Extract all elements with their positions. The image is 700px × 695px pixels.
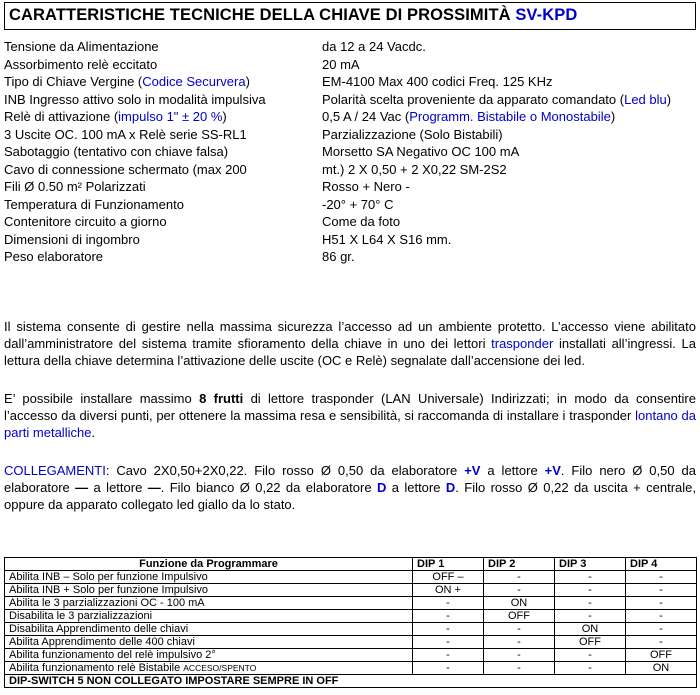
dip-value-cell: -	[413, 648, 484, 661]
dip-table-body	[5, 570, 697, 687]
spec-value	[322, 213, 696, 231]
spec-row	[4, 213, 696, 231]
text-segment: Cavo di connessione schermato (max 200	[4, 161, 247, 177]
dip-function-cell	[5, 648, 413, 661]
spec-label	[4, 73, 322, 91]
text-segment: Abilita INB + Solo per funzione Impulsivo	[9, 583, 209, 596]
spec-row	[4, 178, 696, 196]
dip-value-cell: ON	[484, 596, 555, 609]
text-segment: Tipo di Chiave Vergine (	[4, 74, 143, 89]
text-segment: Tensione da Alimentazione	[4, 39, 159, 54]
dip-function-cell	[5, 570, 413, 583]
text-segment: ACCESO/SPENTO	[183, 662, 257, 673]
spec-label	[4, 161, 322, 179]
text-segment: da 12 a 24 Vacdc.	[322, 39, 426, 54]
spec-row	[4, 231, 696, 249]
text-segment: Il sistema consente di gestire nella massima sicurezza l’accesso ad un ambiente protetto. L’accesso viene abilitato dall’amministratore del sistema tramite sfioramento della chiave in uno dei lettori	[4, 318, 696, 351]
dip-value-cell: -	[484, 622, 555, 635]
dip-table-header-row	[5, 557, 697, 570]
dip-value-cell: -	[555, 583, 626, 596]
dip-switch-note: DIP-SWITCH 5 NON COLLEGATO IMPOSTARE SEMPRE IN OFF	[5, 674, 697, 687]
dip-value-cell: -	[626, 570, 697, 583]
dip-table-row	[5, 661, 697, 674]
text-segment: . Filo rosso Ø 0,22 da uscita + centrale, oppure da apparato collegato led giallo da lo stato.	[4, 479, 696, 512]
dip-value-cell: -	[484, 648, 555, 661]
dip-value-cell: ON	[626, 661, 697, 674]
text-segment: Morsetto SA Negativo OC 100 mA	[322, 144, 520, 159]
dip-table-row	[5, 609, 697, 622]
dip-switch-table	[4, 557, 697, 688]
spec-label	[4, 56, 322, 74]
dip-value-cell: -	[626, 635, 697, 648]
text-segment: SV-KPD	[515, 6, 578, 24]
dip-function-cell	[5, 609, 413, 622]
spec-label	[4, 91, 322, 109]
dip-value-cell: -	[626, 583, 697, 596]
spec-value	[322, 196, 696, 214]
paragraph-2	[4, 390, 696, 441]
dip-value-cell: -	[484, 661, 555, 674]
header-dip-2: DIP 2	[484, 557, 555, 570]
text-segment: 3 Uscite OC. 100 mA x Relè serie SS-RL1	[4, 126, 247, 142]
text-segment: Dimensioni di ingombro	[4, 231, 140, 247]
text-segment: Rosso + Nero -	[322, 179, 410, 194]
text-segment: lontano da parti metalliche	[4, 407, 696, 440]
text-segment: )	[666, 91, 672, 107]
header-dip-4: DIP 4	[626, 557, 697, 570]
text-segment: Sabotaggio (tentativo con chiave falsa)	[4, 144, 229, 159]
dip-table-row	[5, 635, 697, 648]
spec-value	[322, 231, 696, 249]
text-segment: COLLEGAMENTI	[4, 462, 106, 478]
text-segment: 0,5 A / 24 Vac (	[322, 109, 410, 124]
dip-value-cell: ON +	[413, 583, 484, 596]
spec-value	[322, 56, 696, 74]
dip-value-cell: -	[555, 609, 626, 622]
spec-label	[4, 38, 322, 56]
spec-label	[4, 196, 322, 214]
text-segment: di lettore trasponder (LAN Universale) Indirizzati; in modo da consentire l’accesso da diversi punti, per ottenere la massima resa e sensibilità, si raccomanda di installare i trasponder	[4, 390, 696, 423]
text-segment: +V	[544, 462, 561, 478]
text-segment: INB Ingresso attivo solo in modalità impulsiva	[4, 91, 266, 107]
text-segment: Disabilita Apprendimento delle chiavi	[9, 622, 189, 635]
dip-value-cell: -	[413, 622, 484, 635]
text-segment: Parzializzazione (Solo Bistabili)	[322, 126, 503, 142]
text-segment: a lettore	[88, 479, 148, 495]
text-segment: Come da foto	[322, 214, 401, 229]
header-dip-3: DIP 3	[555, 557, 626, 570]
dip-value-cell: -	[413, 596, 484, 609]
dip-value-cell: -	[626, 596, 697, 609]
text-segment: 86 gr.	[322, 249, 355, 264]
text-segment: EM-4100 Max 400 codici Freq. 125 KHz	[322, 74, 553, 89]
text-segment: trasponder	[491, 335, 554, 351]
dip-function-cell	[5, 622, 413, 635]
spec-label	[4, 126, 322, 144]
text-segment: Temperatura di Funzionamento	[4, 196, 184, 212]
dip-value-cell: -	[484, 635, 555, 648]
dip-table-row	[5, 570, 697, 583]
spec-value	[322, 143, 696, 161]
text-segment: Abilita Apprendimento delle 400 chiavi	[9, 635, 195, 648]
spec-value	[322, 38, 696, 56]
spec-row	[4, 108, 696, 126]
text-segment: —	[147, 479, 161, 495]
dip-value-cell: -	[413, 635, 484, 648]
dip-function-cell	[5, 583, 413, 596]
dip-value-cell: OFF	[484, 609, 555, 622]
text-segment: Codice Securvera	[142, 74, 246, 89]
body-paragraphs	[4, 318, 696, 513]
spec-value	[322, 126, 696, 144]
spec-row	[4, 73, 696, 91]
dip-value-cell: -	[413, 609, 484, 622]
text-segment: H51 X L64 X S16 mm.	[322, 231, 452, 247]
dip-table-head	[5, 557, 697, 570]
text-segment: )	[610, 109, 616, 124]
dip-value-cell: OFF –	[413, 570, 484, 583]
spec-label	[4, 143, 322, 161]
spec-row	[4, 196, 696, 214]
text-segment: Contenitore circuito a giorno	[4, 214, 167, 229]
text-segment: Polarità scelta proveniente da apparato comandato (	[322, 91, 625, 107]
text-segment: . Filo nero Ø 0,50 da elaboratore	[4, 462, 697, 495]
dip-function-cell	[5, 661, 413, 674]
text-segment: )	[245, 74, 250, 89]
spec-label	[4, 213, 322, 231]
dip-function-cell	[5, 635, 413, 648]
text-segment: CARATTERISTICHE TECNICHE DELLA CHIAVE DI PROSSIMITÀ	[9, 6, 516, 24]
text-segment: -20° + 70° C	[322, 196, 394, 212]
text-segment: Programm. Bistabile o Monostabile	[409, 109, 611, 124]
text-segment: 8 frutti	[199, 390, 244, 406]
dip-table-row	[5, 648, 697, 661]
text-segment: Abilita funzionamento relè Bistabile	[9, 661, 184, 674]
spec-row	[4, 143, 696, 161]
text-segment: +V	[464, 462, 481, 478]
text-segment: E’ possibile installare massimo	[4, 390, 200, 406]
dip-value-cell: -	[626, 622, 697, 635]
dip-value-cell: OFF	[626, 648, 697, 661]
text-segment: Abilita INB – Solo per funzione Impulsivo	[9, 570, 208, 583]
spec-value	[322, 91, 696, 109]
dip-value-cell: -	[555, 648, 626, 661]
text-segment: —	[75, 479, 89, 495]
paragraph-3	[4, 462, 696, 513]
dip-table-row	[5, 596, 697, 609]
text-segment: : Cavo 2X0,50+2X0,22. Filo rosso Ø 0,50 da elaboratore	[105, 462, 465, 478]
dip-table-row	[5, 583, 697, 596]
spec-label	[4, 178, 322, 196]
spec-row	[4, 161, 696, 179]
spec-row	[4, 126, 696, 144]
text-segment: impulso 1" ± 20 %	[118, 109, 223, 124]
text-segment: Peso elaboratore	[4, 249, 104, 264]
spec-row	[4, 56, 696, 74]
dip-value-cell: -	[555, 570, 626, 583]
text-segment: Disabilita le 3 parzializzazioni	[9, 609, 153, 622]
dip-table-footer-row	[5, 674, 697, 687]
dip-table-row	[5, 622, 697, 635]
spec-label	[4, 248, 322, 266]
dip-value-cell: -	[484, 570, 555, 583]
text-segment: D	[445, 479, 456, 495]
text-segment: Abilita funzionamento del relè impulsivo 2°	[9, 648, 216, 661]
paragraph-1	[4, 318, 696, 369]
header-funzione: Funzione da Programmare	[5, 557, 413, 570]
dip-value-cell: OFF	[555, 635, 626, 648]
text-segment: installati all’ingressi. La lettura della chiave determina l’attivazione delle uscite (OC e Relè) segnalate dall’accensione dei led.	[4, 335, 696, 368]
page-title	[9, 6, 691, 25]
text-segment: D	[376, 479, 387, 495]
spec-value	[322, 73, 696, 91]
text-segment: .	[91, 424, 96, 440]
text-segment: Abilita le 3 parzializzazioni OC - 100 mA	[9, 596, 205, 609]
text-segment: a lettore	[386, 479, 446, 495]
text-segment: 20 mA	[322, 56, 360, 72]
text-segment: Assorbimento relè eccitato	[4, 56, 158, 72]
dip-value-cell: -	[484, 583, 555, 596]
dip-value-cell: -	[413, 661, 484, 674]
text-segment: mt.) 2 X 0,50 + 2 X0,22 SM-2S2	[322, 161, 507, 177]
spec-value	[322, 108, 696, 126]
spec-row	[4, 38, 696, 56]
dip-value-cell: -	[555, 596, 626, 609]
spec-row	[4, 248, 696, 266]
text-segment: . Filo bianco Ø 0,22 da elaboratore	[160, 479, 377, 495]
spec-row	[4, 91, 696, 109]
spec-list	[4, 38, 696, 266]
header-dip-1: DIP 1	[413, 557, 484, 570]
dip-value-cell: ON	[555, 622, 626, 635]
text-segment: Relè di attivazione (	[4, 109, 119, 124]
text-segment: Led blu	[624, 91, 667, 107]
text-segment: )	[222, 109, 227, 124]
text-segment: Fili Ø 0.50 m² Polarizzati	[4, 179, 146, 194]
spec-value	[322, 178, 696, 196]
title-box	[4, 2, 696, 30]
spec-value	[322, 248, 696, 266]
spec-label	[4, 231, 322, 249]
text-segment: a lettore	[480, 462, 545, 478]
spec-value	[322, 161, 696, 179]
dip-function-cell	[5, 596, 413, 609]
dip-value-cell: -	[626, 609, 697, 622]
dip-value-cell: -	[555, 661, 626, 674]
spec-label	[4, 108, 322, 126]
